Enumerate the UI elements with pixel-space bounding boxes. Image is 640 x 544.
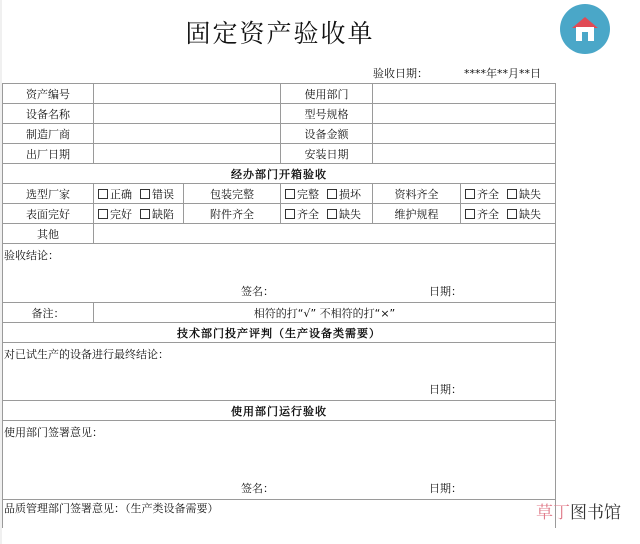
model-field[interactable] bbox=[373, 104, 556, 124]
other-field[interactable] bbox=[94, 224, 556, 244]
dept-opinion-label: 使用部门签署意见： bbox=[4, 426, 103, 439]
docs-label: 资料齐全 bbox=[373, 184, 461, 204]
vendor-correct-label: 正确 bbox=[110, 187, 132, 201]
maintenance-label: 维护规程 bbox=[373, 204, 461, 224]
model-label: 型号规格 bbox=[281, 104, 373, 124]
manufacturer-field[interactable] bbox=[94, 124, 281, 144]
packaging-intact-checkbox[interactable] bbox=[285, 189, 295, 199]
surface-defect-checkbox[interactable] bbox=[140, 209, 150, 219]
accessories-complete-label: 齐全 bbox=[297, 207, 319, 221]
dept-date-label: 日期： bbox=[429, 482, 462, 495]
section-dept-header: 使用部门运行验收 bbox=[3, 401, 556, 421]
packaging-damaged-label: 损坏 bbox=[339, 187, 361, 201]
asset-no-field[interactable] bbox=[94, 84, 281, 104]
section-tech-header: 技术部门投产评判（生产设备类需要） bbox=[3, 323, 556, 343]
packaging-damaged-checkbox[interactable] bbox=[327, 189, 337, 199]
install-date-label: 安装日期 bbox=[281, 144, 373, 164]
asset-no-label: 资产编号 bbox=[3, 84, 94, 104]
docs-complete-checkbox[interactable] bbox=[465, 189, 475, 199]
conclusion-area[interactable] bbox=[3, 244, 556, 303]
watermark-brand: 草丁 bbox=[536, 503, 570, 523]
vendor-correct-checkbox[interactable] bbox=[98, 189, 108, 199]
accessories-missing-label: 缺失 bbox=[339, 207, 361, 221]
amount-field[interactable] bbox=[373, 124, 556, 144]
acceptance-form bbox=[2, 83, 556, 528]
watermark bbox=[536, 498, 621, 523]
remark-label: 备注： bbox=[3, 303, 94, 323]
maintenance-missing-label: 缺失 bbox=[519, 207, 541, 221]
vendor-options bbox=[94, 184, 184, 204]
accessories-missing-checkbox[interactable] bbox=[327, 209, 337, 219]
vendor-wrong-label: 错误 bbox=[152, 187, 174, 201]
device-name-field[interactable] bbox=[94, 104, 281, 124]
install-date-field[interactable] bbox=[373, 144, 556, 164]
receive-date-value: ****年**月**日 bbox=[464, 67, 541, 80]
conclusion-label: 验收结论： bbox=[4, 249, 59, 262]
amount-label: 设备金额 bbox=[281, 124, 373, 144]
dept-label: 使用部门 bbox=[281, 84, 373, 104]
device-name-label: 设备名称 bbox=[3, 104, 94, 124]
home-button[interactable] bbox=[560, 4, 610, 54]
vendor-label: 选型厂家 bbox=[3, 184, 94, 204]
manufacturer-label: 制造厂商 bbox=[3, 124, 94, 144]
maintenance-complete-checkbox[interactable] bbox=[465, 209, 475, 219]
surface-label: 表面完好 bbox=[3, 204, 94, 224]
surface-defect-label: 缺陷 bbox=[152, 207, 174, 221]
maintenance-complete-label: 齐全 bbox=[477, 207, 499, 221]
factory-date-label: 出厂日期 bbox=[3, 144, 94, 164]
maintenance-missing-checkbox[interactable] bbox=[507, 209, 517, 219]
dept-field[interactable] bbox=[373, 84, 556, 104]
docs-complete-label: 齐全 bbox=[477, 187, 499, 201]
watermark-suffix: 图书馆 bbox=[570, 503, 621, 523]
other-label: 其他 bbox=[3, 224, 94, 244]
quality-opinion-label: 品质管理部门签署意见：（生产类设备需要） bbox=[4, 502, 219, 515]
quality-opinion-area[interactable] bbox=[3, 500, 556, 529]
docs-options bbox=[461, 184, 556, 204]
packaging-intact-label: 完整 bbox=[297, 187, 319, 201]
surface-options bbox=[94, 204, 184, 224]
home-icon bbox=[570, 15, 600, 43]
dept-opinion-area[interactable] bbox=[3, 421, 556, 500]
factory-date-field[interactable] bbox=[94, 144, 281, 164]
surface-good-label: 完好 bbox=[110, 207, 132, 221]
conclusion-sign-label: 签名： bbox=[241, 285, 274, 298]
conclusion-date-label: 日期： bbox=[429, 285, 462, 298]
docs-missing-checkbox[interactable] bbox=[507, 189, 517, 199]
accessories-options bbox=[281, 204, 373, 224]
vendor-wrong-checkbox[interactable] bbox=[140, 189, 150, 199]
section-unboxing-header: 经办部门开箱验收 bbox=[3, 164, 556, 184]
final-conclusion-label: 对已试生产的设备进行最终结论： bbox=[4, 348, 169, 361]
packaging-label: 包装完整 bbox=[184, 184, 281, 204]
docs-missing-label: 缺失 bbox=[519, 187, 541, 201]
final-date-label: 日期： bbox=[429, 383, 462, 396]
page-title: 固定资产验收单 bbox=[185, 19, 375, 48]
dept-sign-label: 签名： bbox=[241, 482, 274, 495]
accessories-complete-checkbox[interactable] bbox=[285, 209, 295, 219]
remark-text: 相符的打“√” 不相符的打“×” bbox=[94, 303, 556, 323]
final-conclusion-area[interactable] bbox=[3, 343, 556, 401]
maintenance-options bbox=[461, 204, 556, 224]
receive-date-label: 验收日期： bbox=[373, 67, 428, 80]
packaging-options bbox=[281, 184, 373, 204]
surface-good-checkbox[interactable] bbox=[98, 209, 108, 219]
accessories-label: 附件齐全 bbox=[184, 204, 281, 224]
